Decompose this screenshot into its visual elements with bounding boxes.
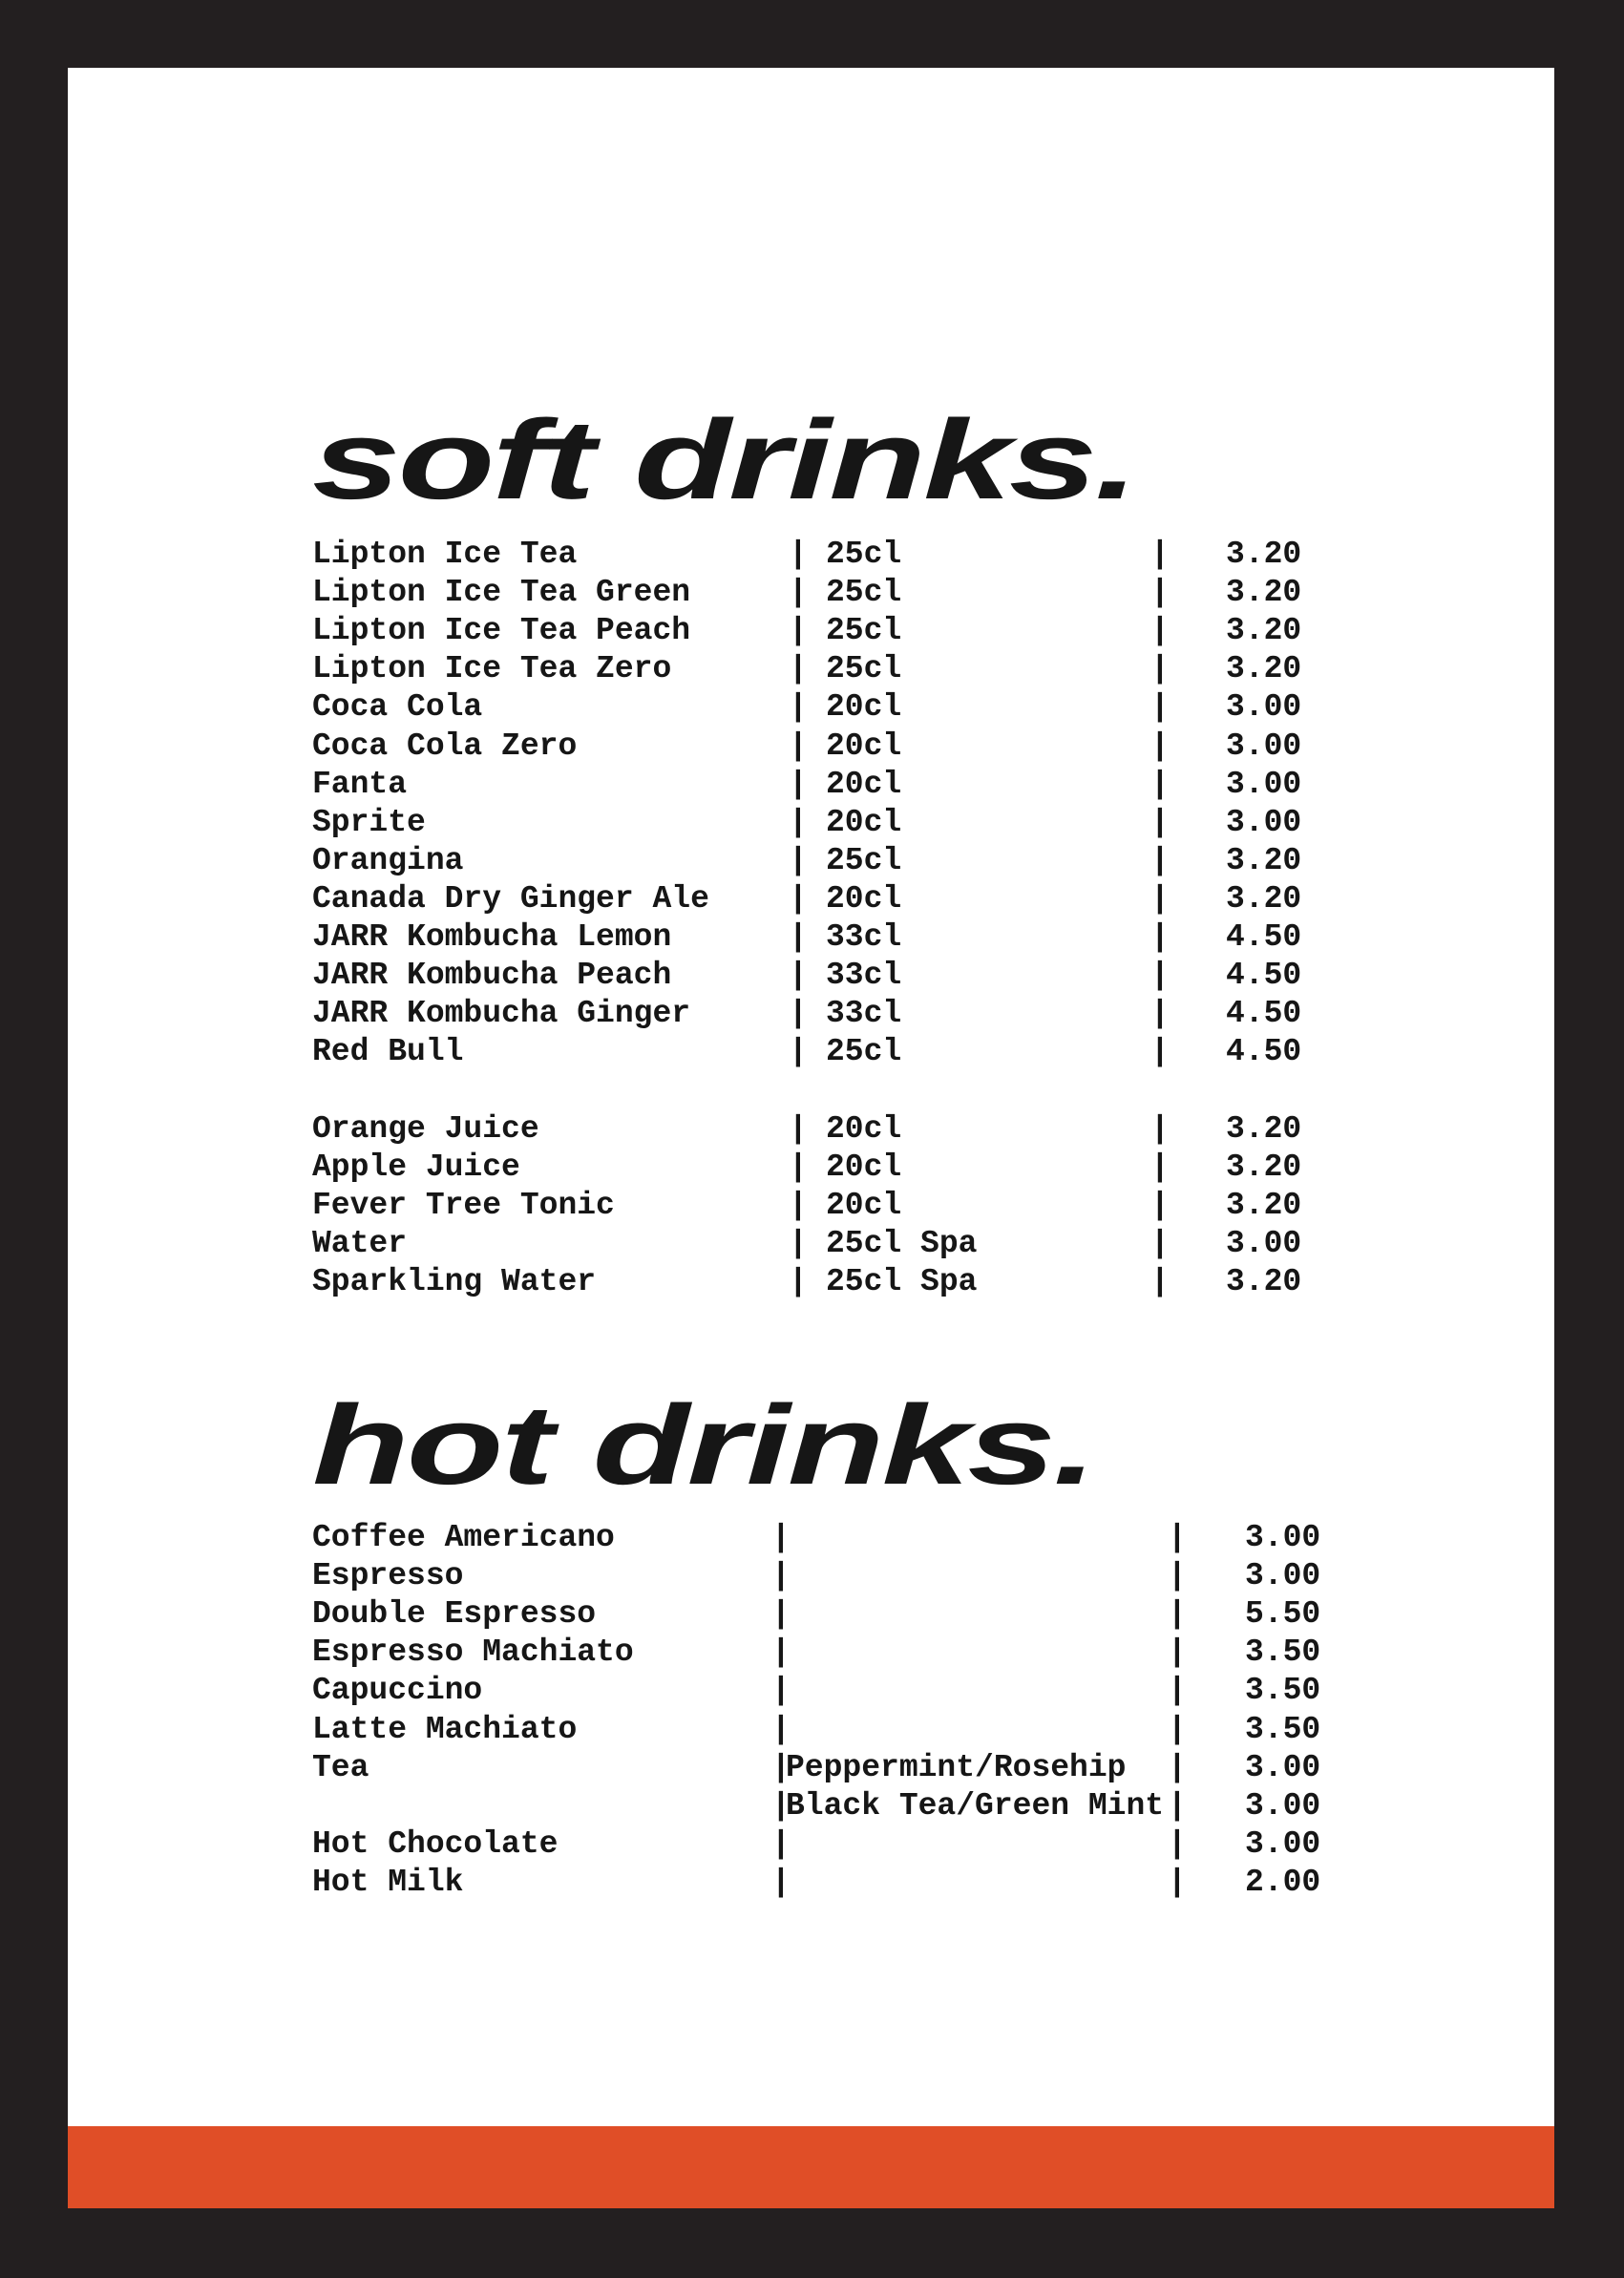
item-name: Capuccino [312, 1673, 483, 1709]
item-size: 25cl [826, 575, 902, 611]
menu-item-row [68, 728, 1554, 766]
separator: | [1168, 1558, 1187, 1594]
separator: | [1168, 1749, 1187, 1785]
menu-item-row [68, 1864, 1554, 1902]
separator: | [789, 1187, 808, 1223]
separator: | [1150, 1263, 1170, 1299]
item-price: 3.00 [1226, 689, 1302, 726]
item-size: 20cl [826, 728, 902, 764]
item-name: Fever Tree Tonic [312, 1187, 615, 1223]
separator: | [789, 1263, 808, 1299]
item-price: 4.50 [1226, 1034, 1302, 1070]
separator: | [1150, 996, 1170, 1032]
item-price: 3.00 [1245, 1825, 1321, 1862]
item-price: 3.00 [1245, 1749, 1321, 1785]
item-price: 3.20 [1226, 880, 1302, 917]
separator: | [789, 804, 808, 840]
separator: | [1150, 689, 1170, 726]
separator: | [771, 1711, 791, 1747]
soft-drinks-title: soft drinks. [312, 397, 1136, 523]
separator: | [1150, 537, 1170, 572]
item-price: 3.50 [1245, 1635, 1321, 1671]
separator: | [771, 1673, 791, 1709]
item-name: Orange Juice [312, 1110, 539, 1147]
separator: | [771, 1749, 791, 1785]
separator: | [1150, 842, 1170, 878]
item-price: 3.20 [1226, 1187, 1302, 1223]
separator: | [771, 1825, 791, 1862]
item-name: Hot Chocolate [312, 1825, 559, 1862]
separator: | [789, 996, 808, 1032]
separator: | [1150, 1110, 1170, 1147]
item-size: 20cl [826, 689, 902, 726]
item-name: Latte Machiato [312, 1711, 578, 1747]
separator: | [1150, 728, 1170, 764]
separator: | [789, 842, 808, 878]
separator: | [1168, 1673, 1187, 1709]
menu-item-row [68, 1033, 1554, 1071]
item-name: Coca Cola [312, 689, 483, 726]
item-price: 3.20 [1226, 613, 1302, 649]
menu-item-row [68, 1110, 1554, 1149]
item-name: Water [312, 1225, 408, 1261]
item-price: 4.50 [1226, 958, 1302, 994]
item-size: 25cl [826, 651, 902, 687]
menu-item-row [68, 918, 1554, 957]
item-name: Lipton Ice Tea Zero [312, 651, 672, 687]
separator: | [1150, 651, 1170, 687]
item-name: JARR Kombucha Lemon [312, 919, 672, 955]
item-name: Double Espresso [312, 1596, 597, 1633]
item-size: 20cl [826, 1149, 902, 1185]
separator: | [789, 613, 808, 649]
separator: | [789, 537, 808, 572]
item-price: 3.00 [1226, 804, 1302, 840]
item-name: Coca Cola Zero [312, 728, 578, 764]
menu-item-row [68, 995, 1554, 1033]
hot-drinks-title: hot drinks. [312, 1382, 1095, 1508]
item-size: 20cl [826, 1110, 902, 1147]
menu-item-row [68, 804, 1554, 842]
item-size: 25cl Spa [826, 1225, 978, 1261]
item-price: 3.20 [1226, 1110, 1302, 1147]
item-size: 25cl [826, 842, 902, 878]
item-price: 3.00 [1245, 1558, 1321, 1594]
separator: | [1150, 1187, 1170, 1223]
menu-item-row [68, 574, 1554, 612]
item-size: 20cl [826, 804, 902, 840]
separator: | [789, 880, 808, 917]
separator: | [789, 651, 808, 687]
item-price: 3.50 [1245, 1711, 1321, 1747]
item-price: 5.50 [1245, 1596, 1321, 1633]
menu-item-row [68, 650, 1554, 688]
item-name: Lipton Ice Tea Peach [312, 613, 691, 649]
item-name: Canada Dry Ginger Ale [312, 880, 709, 917]
separator: | [771, 1635, 791, 1671]
menu-item-row [68, 1149, 1554, 1187]
separator: | [1168, 1864, 1187, 1900]
item-note: Black Tea/Green Mint [786, 1787, 1165, 1824]
menu-page [68, 68, 1554, 2207]
separator: | [789, 1110, 808, 1147]
item-name: JARR Kombucha Peach [312, 958, 672, 994]
item-name: Fanta [312, 766, 408, 802]
separator: | [789, 919, 808, 955]
menu-item-row [68, 1225, 1554, 1263]
item-name: Coffee Americano [312, 1520, 615, 1555]
item-price: 3.20 [1226, 537, 1302, 572]
item-name: Sprite [312, 804, 426, 840]
item-name: Lipton Ice Tea [312, 537, 578, 572]
item-price: 2.00 [1245, 1864, 1321, 1900]
menu-item-row [68, 1519, 1554, 1557]
menu-item-row [68, 1557, 1554, 1595]
separator: | [1150, 1149, 1170, 1185]
item-name: Red Bull [312, 1034, 464, 1070]
item-size: 25cl Spa [826, 1263, 978, 1299]
separator: | [1168, 1711, 1187, 1747]
menu-item-row [68, 1595, 1554, 1634]
menu-item-row [68, 1187, 1554, 1225]
item-price: 3.00 [1226, 1225, 1302, 1261]
menu-item-row [68, 1825, 1554, 1864]
separator: | [1150, 1225, 1170, 1261]
item-price: 3.20 [1226, 842, 1302, 878]
item-name: Orangina [312, 842, 464, 878]
item-size: 20cl [826, 1187, 902, 1223]
item-name: JARR Kombucha Ginger [312, 996, 691, 1032]
separator: | [1168, 1596, 1187, 1633]
item-size: 33cl [826, 919, 902, 955]
item-name: Espresso Machiato [312, 1635, 634, 1671]
separator: | [1150, 1034, 1170, 1070]
item-price: 3.20 [1226, 1263, 1302, 1299]
item-price: 3.50 [1245, 1673, 1321, 1709]
item-price: 3.20 [1226, 1149, 1302, 1185]
separator: | [1168, 1635, 1187, 1671]
menu-item-row [68, 1263, 1554, 1301]
separator: | [789, 766, 808, 802]
separator: | [1150, 766, 1170, 802]
separator: | [771, 1520, 791, 1555]
separator: | [1168, 1825, 1187, 1862]
item-price: 3.00 [1226, 766, 1302, 802]
separator: | [771, 1787, 791, 1824]
menu-item-row [68, 536, 1554, 574]
separator: | [1150, 880, 1170, 917]
menu-item-row [68, 1787, 1554, 1825]
separator: | [789, 1149, 808, 1185]
separator: | [789, 728, 808, 764]
item-size: 33cl [826, 996, 902, 1032]
menu-item-row [68, 957, 1554, 995]
item-name: Apple Juice [312, 1149, 520, 1185]
separator: | [1150, 613, 1170, 649]
item-name: Lipton Ice Tea Green [312, 575, 691, 611]
item-price: 3.20 [1226, 575, 1302, 611]
menu-item-row [68, 1749, 1554, 1787]
item-size: 33cl [826, 958, 902, 994]
separator: | [789, 689, 808, 726]
separator: | [1150, 919, 1170, 955]
item-name: Espresso [312, 1558, 464, 1594]
item-size: 20cl [826, 766, 902, 802]
separator: | [1168, 1520, 1187, 1555]
menu-item-row [68, 766, 1554, 804]
accent-band [68, 2126, 1554, 2208]
menu-item-row [68, 880, 1554, 918]
separator: | [1168, 1787, 1187, 1824]
separator: | [1150, 575, 1170, 611]
separator: | [789, 1225, 808, 1261]
item-price: 4.50 [1226, 919, 1302, 955]
separator: | [1150, 804, 1170, 840]
separator: | [789, 958, 808, 994]
menu-item-row [68, 612, 1554, 650]
item-name: Hot Milk [312, 1864, 464, 1900]
menu-item-row [68, 688, 1554, 727]
separator: | [771, 1864, 791, 1900]
item-price: 3.00 [1245, 1520, 1321, 1555]
menu-item-row [68, 1634, 1554, 1672]
item-price: 3.20 [1226, 651, 1302, 687]
item-name: Sparkling Water [312, 1263, 597, 1299]
menu-item-row [68, 842, 1554, 880]
item-price: 4.50 [1226, 996, 1302, 1032]
item-price: 3.00 [1226, 728, 1302, 764]
separator: | [789, 1034, 808, 1070]
separator: | [789, 575, 808, 611]
separator: | [771, 1558, 791, 1594]
menu-item-row [68, 1672, 1554, 1710]
item-price: 3.00 [1245, 1787, 1321, 1824]
item-size: 25cl [826, 613, 902, 649]
item-size: 20cl [826, 880, 902, 917]
item-note: Peppermint/Rosehip [786, 1749, 1127, 1785]
menu-item-row [68, 1711, 1554, 1749]
separator: | [771, 1596, 791, 1633]
item-name: Tea [312, 1749, 369, 1785]
separator: | [1150, 958, 1170, 994]
item-size: 25cl [826, 537, 902, 572]
item-size: 25cl [826, 1034, 902, 1070]
